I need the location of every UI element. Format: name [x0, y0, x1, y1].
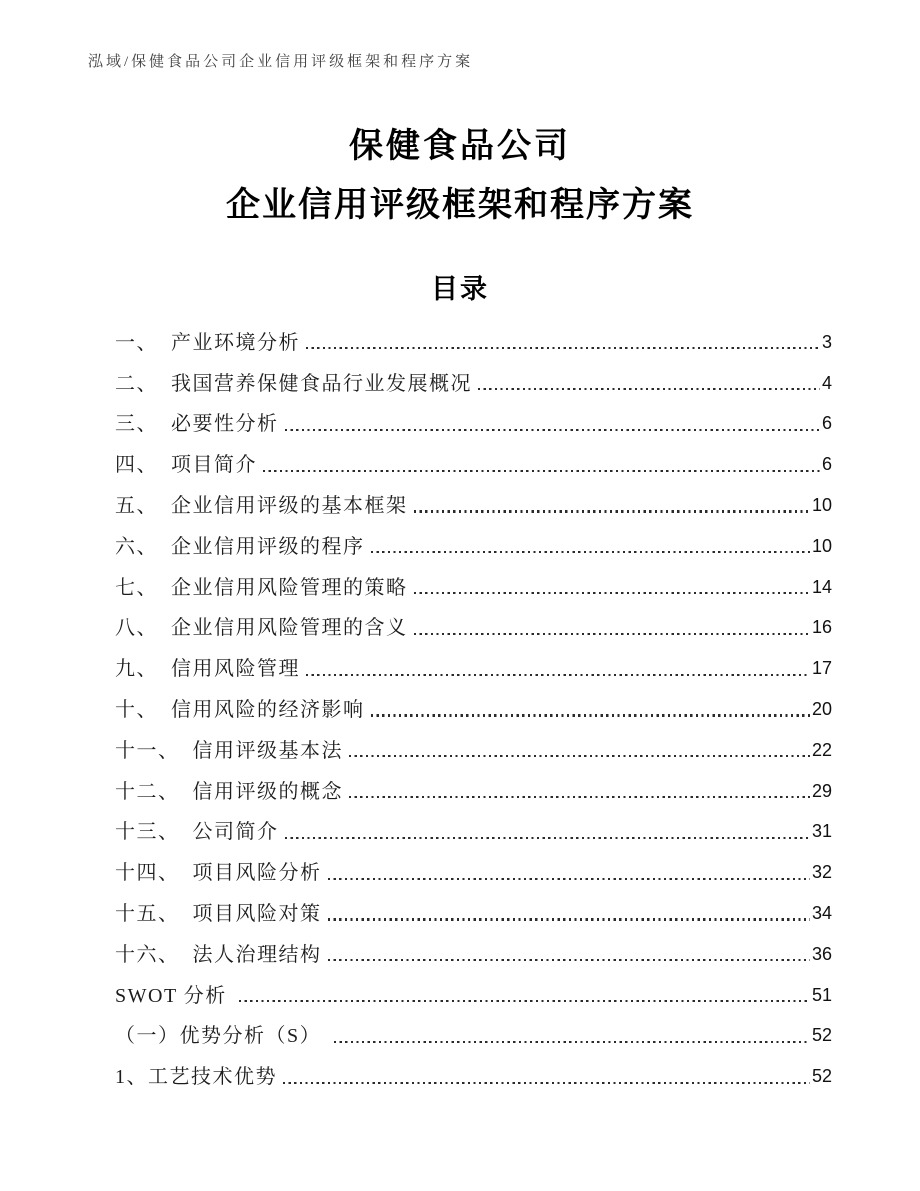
- toc-entry-page: 6: [821, 454, 832, 475]
- toc-entry-number: 十四、: [115, 862, 180, 885]
- toc-entry[interactable]: [115, 483, 832, 524]
- toc-entry-label: 企业信用评级的基本框架: [171, 495, 408, 518]
- toc-entry-page: 10: [811, 495, 832, 516]
- toc-entry-number: 十三、: [115, 821, 180, 844]
- toc-dot-leader: [478, 388, 820, 390]
- running-header: 泓域/保健食品公司企业信用评级框架和程序方案: [88, 54, 474, 70]
- doc-title-line2: 企业信用评级框架和程序方案: [226, 186, 694, 224]
- toc-dot-leader: [306, 347, 820, 349]
- toc-entry-number: 十、: [115, 699, 158, 722]
- toc-entry[interactable]: [115, 932, 832, 973]
- toc-entry-number: 四、: [115, 454, 158, 477]
- toc-entry-page: 52: [811, 1066, 832, 1087]
- toc-dot-leader: [306, 674, 810, 676]
- toc-entry-label: SWOT 分析: [115, 984, 234, 1007]
- toc-entry-number: 六、: [115, 535, 158, 558]
- toc-entry-number: 十五、: [115, 903, 180, 926]
- toc-entry-page: 52: [811, 1025, 832, 1046]
- toc-entry-page: 20: [811, 699, 832, 720]
- toc-entry-label: 企业信用风险管理的含义: [171, 617, 408, 640]
- toc-entry[interactable]: [115, 769, 832, 810]
- toc-entry-page: 31: [811, 821, 832, 842]
- toc-dot-leader: [349, 755, 810, 757]
- toc-entry-page: 29: [811, 780, 832, 801]
- toc-entry[interactable]: [115, 565, 832, 606]
- toc-entry[interactable]: [115, 646, 832, 687]
- toc-dot-leader: [371, 551, 810, 553]
- toc-entry-number: 十二、: [115, 780, 180, 803]
- toc-entry-label: 信用评级的概念: [192, 780, 343, 803]
- toc-entry-page: 6: [821, 413, 832, 434]
- toc-entry[interactable]: [115, 320, 832, 361]
- toc-entry-label: 企业信用风险管理的策略: [171, 576, 408, 599]
- toc-entry-number: 九、: [115, 658, 158, 681]
- toc-entry-number: 三、: [115, 413, 158, 436]
- toc-entry-number: 十六、: [115, 943, 180, 966]
- toc-dot-leader: [285, 837, 810, 839]
- toc-entry-page: 16: [811, 617, 832, 638]
- toc-list: [115, 320, 832, 1095]
- toc-entry-label: 信用风险管理: [171, 658, 300, 681]
- toc-dot-leader: [328, 959, 810, 961]
- toc-dot-leader: [263, 470, 820, 472]
- toc-entry-page: 32: [811, 862, 832, 883]
- toc-dot-leader: [239, 1000, 810, 1002]
- toc-dot-leader: [334, 1041, 810, 1043]
- toc-dot-leader: [349, 796, 810, 798]
- toc-dot-leader: [283, 1082, 810, 1084]
- toc-dot-leader: [328, 918, 810, 920]
- toc-dot-leader: [285, 429, 820, 431]
- toc-entry-page: 17: [811, 658, 832, 679]
- toc-entry-number: 二、: [115, 372, 158, 395]
- toc-entry[interactable]: [115, 687, 832, 728]
- toc-entry-number: 八、: [115, 617, 158, 640]
- toc-entry-number: 五、: [115, 495, 158, 518]
- toc-entry-label: 我国营养保健食品行业发展概况: [171, 372, 472, 395]
- toc-entry[interactable]: [115, 1054, 832, 1095]
- toc-dot-leader: [371, 714, 810, 716]
- toc-entry-number: 七、: [115, 576, 158, 599]
- toc-entry[interactable]: [115, 442, 832, 483]
- toc-entry-page: 22: [811, 739, 832, 760]
- toc-heading: 目录: [431, 274, 489, 304]
- toc-entry-label: 1、工艺技术优势: [115, 1066, 277, 1089]
- toc-dot-leader: [414, 633, 810, 635]
- toc-entry[interactable]: [115, 524, 832, 565]
- toc-entry-label: 产业环境分析: [171, 331, 300, 354]
- toc-entry-page: 4: [821, 372, 832, 393]
- toc-entry[interactable]: [115, 1014, 832, 1055]
- toc-entry-page: 3: [821, 331, 832, 352]
- toc-entry-label: 法人治理结构: [192, 943, 322, 966]
- toc-entry-label: 信用评级基本法: [192, 739, 343, 762]
- toc-entry-page: 34: [811, 903, 832, 924]
- toc-entry[interactable]: [115, 606, 832, 647]
- toc-dot-leader: [414, 510, 810, 512]
- toc-entry[interactable]: [115, 891, 832, 932]
- toc-entry-label: （一）优势分析（S）: [115, 1025, 328, 1048]
- toc-entry-label: 项目风险分析: [192, 862, 322, 885]
- doc-title-line1: 保健食品公司: [349, 127, 571, 165]
- toc-entry[interactable]: [115, 810, 832, 851]
- toc-entry[interactable]: [115, 850, 832, 891]
- toc-entry-label: 项目风险对策: [192, 903, 322, 926]
- toc-entry-label: 公司简介: [192, 821, 279, 844]
- toc-entry-label: 必要性分析: [171, 413, 279, 436]
- toc-entry-label: 企业信用评级的程序: [171, 535, 365, 558]
- toc-entry-page: 10: [811, 535, 832, 556]
- toc-entry[interactable]: [115, 728, 832, 769]
- toc-dot-leader: [328, 878, 810, 880]
- toc-entry-label: 信用风险的经济影响: [171, 699, 365, 722]
- toc-entry-number: 十一、: [115, 739, 180, 762]
- toc-entry-page: 14: [811, 576, 832, 597]
- toc-entry[interactable]: [115, 973, 832, 1014]
- toc-entry[interactable]: [115, 361, 832, 402]
- toc-entry-number: 一、: [115, 331, 158, 354]
- toc-dot-leader: [414, 592, 810, 594]
- toc-entry[interactable]: [115, 402, 832, 443]
- toc-entry-page: 36: [811, 943, 832, 964]
- toc-entry-label: 项目简介: [171, 454, 257, 477]
- toc-entry-page: 51: [811, 984, 832, 1005]
